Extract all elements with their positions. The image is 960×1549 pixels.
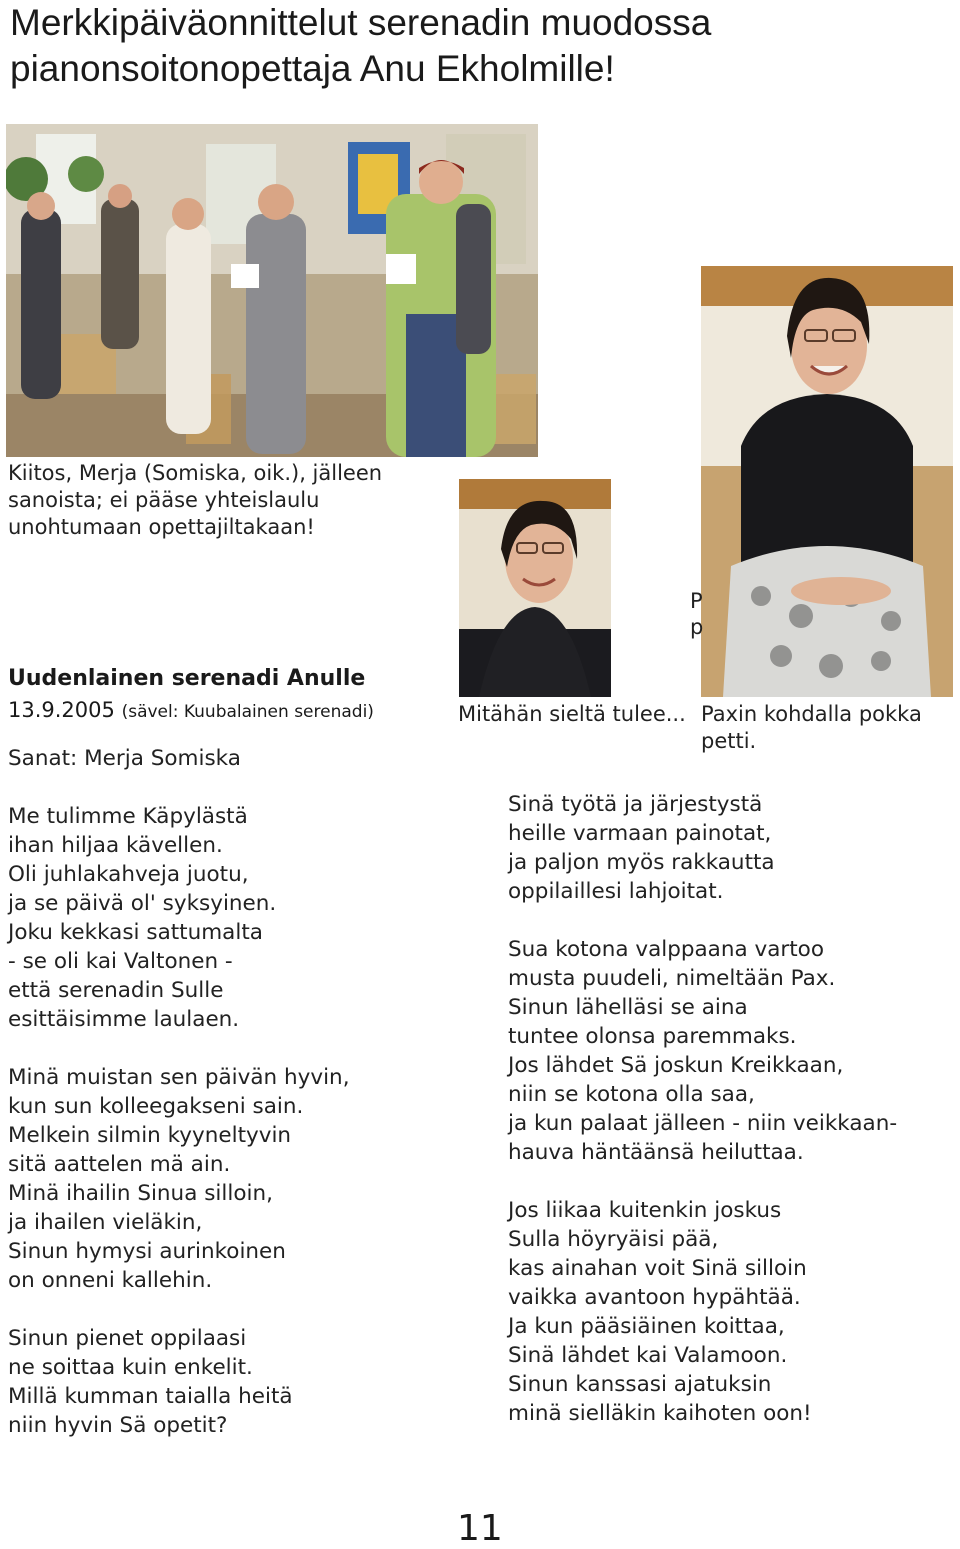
lyric-line: Sinun hymysi aurinkoinen	[8, 1239, 286, 1264]
song-heading: Uudenlainen serenadi Anulle	[8, 666, 366, 691]
lyric-line: Sinä työtä ja järjestystä	[508, 792, 763, 817]
lyric-line: sitä aattelen mä ain.	[8, 1152, 231, 1177]
hidden-caption-line-1: P	[690, 589, 703, 613]
stanza-5	[508, 935, 948, 1167]
page-number: 11	[457, 1508, 503, 1549]
lyric-line: ja se päivä ol' syksyinen.	[8, 891, 277, 916]
lyric-line: ja ihailen vieläkin,	[8, 1210, 203, 1235]
lyric-line: ja kun palaat jälleen - niin veikkaan-	[508, 1111, 898, 1136]
lyric-line: niin se kotona olla saa,	[508, 1082, 755, 1107]
group-singing-image	[6, 124, 538, 457]
lyric-line: Sua kotona valppaana vartoo	[508, 937, 824, 962]
lyric-line: oppilaillesi lahjoitat.	[508, 879, 724, 904]
lyric-line: kun sun kolleegakseni sain.	[8, 1094, 304, 1119]
stanza-4	[508, 790, 948, 906]
group-singing-photo	[6, 124, 538, 457]
song-date-line	[8, 698, 374, 722]
lyric-line: on onneni kallehin.	[8, 1268, 213, 1293]
lyric-line: Melkein silmin kyyneltyvin	[8, 1123, 292, 1148]
lyric-line: hauva häntäänsä heiluttaa.	[508, 1140, 804, 1165]
lyric-line: että serenadin Sulle	[8, 978, 224, 1003]
lyric-line: - se oli kai Valtonen -	[8, 949, 233, 974]
lyric-line: heille varmaan painotat,	[508, 821, 772, 846]
lyric-line: niin hyvin Sä opetit?	[8, 1413, 228, 1438]
group-photo-caption	[8, 460, 528, 541]
lyric-line: Sinun lähelläsi se aina	[508, 995, 748, 1020]
seated-caption-line-2: petti.	[701, 729, 757, 753]
lyric-line: Me tulimme Käpylästä	[8, 804, 248, 829]
lyric-line: Oli juhlakahveja juotu,	[8, 862, 249, 887]
lyric-line: Ja kun pääsiäinen koittaa,	[508, 1314, 785, 1339]
lyric-line: musta puudeli, nimeltään Pax.	[508, 966, 836, 991]
lyric-line: tuntee olonsa paremmaks.	[508, 1024, 797, 1049]
lyric-line: Sulla höyryäisi pää,	[508, 1227, 719, 1252]
title-line-2: pianonsoitonopettaja Anu Ekholmille!	[10, 48, 615, 89]
lyric-line: esittäisimme laulaen.	[8, 1007, 240, 1032]
stanza-3	[8, 1324, 448, 1440]
lyric-line: Jos lähdet Sä joskun Kreikkaan,	[508, 1053, 844, 1078]
stanza-1	[8, 802, 448, 1034]
seated-caption	[701, 701, 956, 755]
lyric-line: Sinun pienet oppilaasi	[8, 1326, 247, 1351]
stanza-2	[8, 1063, 448, 1295]
article-title	[10, 0, 950, 92]
lyric-line: Sinun kanssasi ajatuksin	[508, 1372, 772, 1397]
song-melody: (sävel: Kuubalainen serenadi)	[121, 702, 374, 722]
seated-image	[701, 266, 953, 697]
seated-photo	[701, 266, 953, 697]
lyric-line: kas ainahan voit Sinä silloin	[508, 1256, 807, 1281]
left-lyrics-column	[8, 802, 448, 1469]
lyric-line: Minä ihailin Sinua silloin,	[8, 1181, 273, 1206]
lyric-line: ne soittaa kuin enkelit.	[8, 1355, 253, 1380]
lyric-line: minä sielläkin kaihoten oon!	[508, 1401, 812, 1426]
portrait-caption: Mitähän sieltä tulee...	[458, 702, 686, 726]
lyric-line: Sinä lähdet kai Valamoon.	[508, 1343, 788, 1368]
hidden-caption-fragment	[690, 588, 704, 640]
title-line-1: Merkkipäiväonnittelut serenadin muodossa	[10, 2, 712, 43]
lyric-line: vaikka avantoon hypähtää.	[508, 1285, 801, 1310]
lyric-line: Jos liikaa kuitenkin joskus	[508, 1198, 782, 1223]
seated-caption-line-1: Paxin kohdalla pokka	[701, 702, 922, 726]
lyric-line: Millä kumman taialla heitä	[8, 1384, 293, 1409]
lyric-line: Joku kekkasi sattumalta	[8, 920, 263, 945]
portrait-image	[459, 479, 611, 697]
portrait-photo	[459, 479, 611, 697]
group-caption-line-3: unohtumaan opettajiltakaan!	[8, 515, 315, 539]
group-caption-line-2: sanoista; ei pääse yhteislaulu	[8, 488, 320, 512]
lyric-line: ihan hiljaa kävellen.	[8, 833, 223, 858]
group-caption-line-1: Kiitos, Merja (Somiska, oik.), jälleen	[8, 461, 383, 485]
hidden-caption-line-2: p	[690, 615, 704, 639]
lyric-line: ja paljon myös rakkautta	[508, 850, 775, 875]
stanza-6	[508, 1196, 948, 1428]
right-lyrics-column	[508, 790, 948, 1457]
lyric-line: Minä muistan sen päivän hyvin,	[8, 1065, 350, 1090]
song-lyricist: Sanat: Merja Somiska	[8, 746, 241, 771]
song-date: 13.9.2005	[8, 698, 115, 722]
